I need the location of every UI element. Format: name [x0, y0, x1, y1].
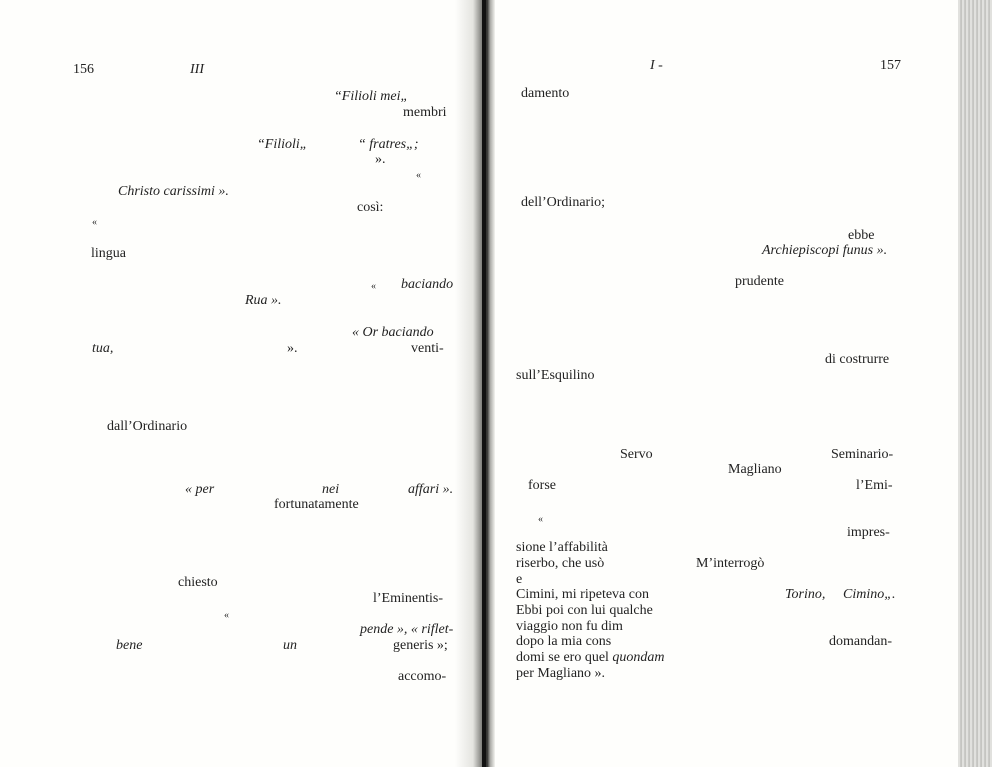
gutter-shadow	[482, 0, 486, 767]
text-fragment: per Magliano ».	[516, 666, 606, 681]
text-fragment: ebbe	[848, 228, 875, 243]
text-fragment: forse	[528, 478, 556, 493]
text-fragment: «	[224, 610, 229, 621]
text-fragment: venti-	[411, 341, 444, 356]
right-running-head: I -	[650, 58, 663, 73]
text-fragment: ».	[375, 152, 386, 167]
text-fragment: lingua	[91, 246, 126, 261]
text-fragment: Cimini, mi ripeteva con	[516, 587, 649, 602]
text-fragment: un	[283, 638, 297, 653]
text-fragment: impres-	[847, 525, 890, 540]
text-fragment: l’Eminentis-	[373, 591, 443, 606]
text-fragment: chiesto	[178, 575, 218, 590]
text-fragment: membri	[403, 105, 447, 120]
text-fragment: dopo la mia cons	[516, 634, 612, 649]
right-page-number: 157	[880, 58, 901, 73]
left-running-head: III	[190, 62, 204, 77]
text-fragment: «	[371, 281, 376, 292]
text-fragment: generis »;	[393, 638, 448, 653]
text-fragment: pende », « riflet-	[360, 622, 454, 637]
text-fragment: Magliano	[728, 462, 782, 477]
text-fragment: l’Emi-	[856, 478, 893, 493]
text-fragment: affari ».	[408, 482, 454, 497]
text-fragment: “Filioli„	[257, 137, 308, 152]
text-fragment: Torino,	[785, 587, 826, 602]
text-fragment: riserbo, che usò	[516, 556, 605, 571]
text-fragment: «	[416, 170, 421, 181]
text-fragment: « Or baciando	[352, 325, 434, 340]
text-fragment: «	[538, 514, 543, 525]
text-fragment: viaggio non fu dim	[516, 619, 623, 634]
text-fragment: M’interrogò	[696, 556, 765, 571]
text-fragment: di costrurre	[825, 352, 890, 367]
text-fragment: “Filioli mei„	[334, 89, 409, 104]
text-fragment: prudente	[735, 274, 784, 289]
text-fragment: Cimino„.	[843, 587, 896, 602]
text-fragment: e	[516, 572, 523, 587]
text-fragment: tua,	[92, 341, 114, 356]
text-fragment: fortunatamente	[274, 497, 359, 512]
text-fragment: accomo-	[398, 669, 447, 684]
text-fragment: dell’Ordinario;	[521, 195, 605, 210]
text-fragment: nei	[322, 482, 340, 497]
text-fragment: sull’Esquilino	[516, 368, 595, 383]
text-fragment: domandan-	[829, 634, 892, 649]
text-fragment: bene	[116, 638, 143, 653]
left-page-number: 156	[73, 62, 94, 77]
text-fragment: Archiepiscopi funus ».	[762, 243, 888, 258]
text-fragment: domi se ero quel quondam	[516, 650, 665, 665]
text-fragment: « per	[185, 482, 215, 497]
text-fragment: così:	[357, 200, 384, 215]
text-fragment: Rua ».	[245, 293, 282, 308]
text-fragment: dall’Ordinario	[107, 419, 188, 434]
text-fragment: «	[92, 217, 97, 228]
text-fragment: damento	[521, 86, 570, 101]
text-fragment: Seminario-	[831, 447, 894, 462]
book-gutter	[455, 0, 495, 767]
text-fragment: Servo	[620, 447, 653, 462]
text-fragment: ».	[287, 341, 298, 356]
text-fragment: baciando	[401, 277, 454, 292]
text-fragment: Christo carissimi ».	[118, 184, 229, 199]
text-fragment: Ebbi poi con lui qualche	[516, 603, 653, 618]
text-fragment: sione l’affabilità	[516, 540, 608, 555]
page-edge-stack	[958, 0, 992, 767]
text-fragment: “ fratres„;	[358, 137, 419, 152]
